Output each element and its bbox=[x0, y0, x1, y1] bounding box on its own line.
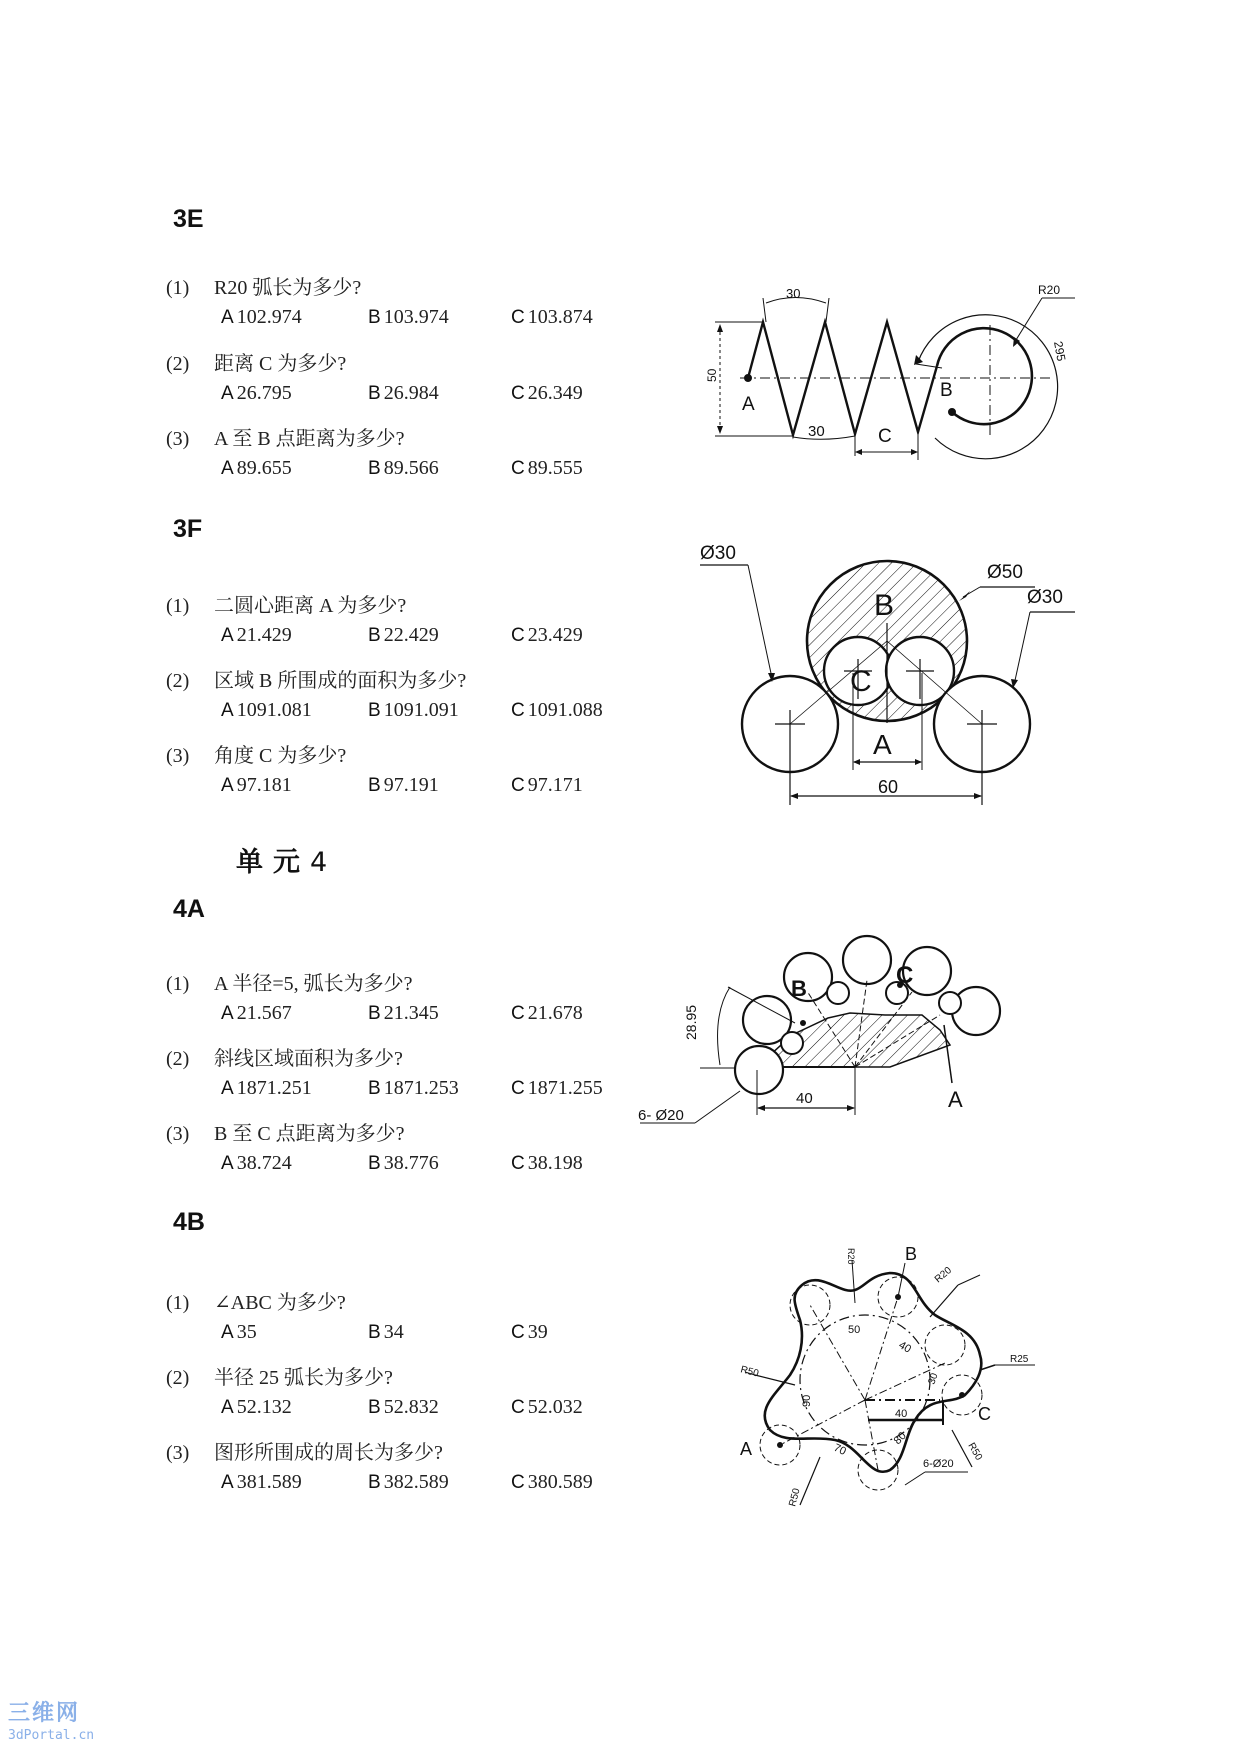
option-b[interactable]: B 22.429 bbox=[368, 624, 439, 646]
svg-text:50: 50 bbox=[705, 368, 719, 382]
figure-4a bbox=[638, 955, 1080, 1175]
question-4a-3: (3) B 至 C 点距离为多少? bbox=[166, 1123, 405, 1145]
option-b[interactable]: B 34 bbox=[368, 1321, 404, 1343]
option-b[interactable]: B 89.566 bbox=[368, 457, 439, 479]
figure-3e bbox=[690, 270, 1080, 470]
svg-text:R50: R50 bbox=[739, 1364, 760, 1380]
svg-text:40: 40 bbox=[796, 1090, 813, 1107]
region-b-label: B bbox=[874, 589, 895, 622]
option-a[interactable]: A 381.589 bbox=[221, 1471, 302, 1493]
svg-text:80: 80 bbox=[891, 1429, 909, 1448]
svg-text:R20: R20 bbox=[846, 1248, 856, 1265]
question-4b-1: (1) ∠ABC 为多少? bbox=[166, 1292, 346, 1314]
option-a[interactable]: A 1871.251 bbox=[221, 1077, 312, 1099]
option-a[interactable]: A 89.655 bbox=[221, 457, 292, 479]
svg-text:40: 40 bbox=[895, 1408, 908, 1420]
point-a-label: A bbox=[740, 1439, 753, 1459]
option-c[interactable]: C 103.874 bbox=[511, 306, 593, 328]
option-c[interactable]: C 21.678 bbox=[511, 1002, 583, 1024]
point-a-label: A bbox=[742, 394, 755, 415]
svg-text:Ø50: Ø50 bbox=[987, 562, 1023, 583]
option-b[interactable]: B 52.832 bbox=[368, 1396, 439, 1418]
option-c[interactable]: C 39 bbox=[511, 1321, 548, 1343]
svg-text:R50: R50 bbox=[965, 1441, 985, 1463]
svg-text:6-Ø20: 6-Ø20 bbox=[923, 1458, 954, 1470]
svg-text:90: 90 bbox=[801, 1394, 813, 1407]
option-c[interactable]: C 380.589 bbox=[511, 1471, 593, 1493]
svg-text:70: 70 bbox=[831, 1441, 848, 1458]
point-b-label: B bbox=[791, 976, 807, 1001]
option-a[interactable]: A 38.724 bbox=[221, 1152, 292, 1174]
svg-text:R25: R25 bbox=[1010, 1354, 1029, 1365]
option-a[interactable]: A 1091.081 bbox=[221, 699, 312, 721]
option-a[interactable]: A 21.567 bbox=[221, 1002, 292, 1024]
svg-text:30: 30 bbox=[926, 1371, 941, 1387]
question-4a-1: (1) A 半径=5, 弧长为多少? bbox=[166, 973, 413, 995]
option-c[interactable]: C 1091.088 bbox=[511, 699, 603, 721]
svg-text:R20: R20 bbox=[932, 1265, 954, 1286]
svg-text:40: 40 bbox=[896, 1339, 914, 1356]
unit-title: 单元4 bbox=[236, 847, 328, 878]
option-c[interactable]: C 89.555 bbox=[511, 457, 583, 479]
option-a[interactable]: A 21.429 bbox=[221, 624, 292, 646]
svg-text:28.95: 28.95 bbox=[683, 1004, 699, 1040]
watermark-logo: 三维网 3dPortal.cn bbox=[8, 1701, 95, 1743]
point-b-label: B bbox=[905, 1244, 918, 1264]
svg-text:6- Ø20: 6- Ø20 bbox=[638, 1107, 684, 1124]
option-c[interactable]: C 23.429 bbox=[511, 624, 583, 646]
point-b-label: B bbox=[940, 380, 953, 401]
option-c[interactable]: C 97.171 bbox=[511, 774, 583, 796]
svg-text:295: 295 bbox=[1051, 340, 1069, 363]
option-a[interactable]: A 26.795 bbox=[221, 382, 292, 404]
angle-c-label: C bbox=[850, 665, 872, 698]
svg-text:30: 30 bbox=[786, 286, 801, 301]
svg-text:30: 30 bbox=[808, 423, 825, 440]
option-a[interactable]: A 102.974 bbox=[221, 306, 302, 328]
option-b[interactable]: B 1091.091 bbox=[368, 699, 459, 721]
section-title-4b: 4B bbox=[173, 1208, 205, 1236]
point-a-label: A bbox=[948, 1087, 963, 1112]
dist-c-label: C bbox=[878, 426, 892, 447]
question-3f-2: (2) 区域 B 所围成的面积为多少? bbox=[166, 670, 467, 692]
point-c-label: C bbox=[978, 1404, 991, 1424]
question-3e-3: (3) A 至 B 点距离为多少? bbox=[166, 428, 405, 450]
question-4b-2: (2) 半径 25 弧长为多少? bbox=[166, 1367, 393, 1389]
point-c-label: C bbox=[896, 962, 914, 989]
svg-text:60: 60 bbox=[878, 777, 899, 797]
dist-a-label: A bbox=[873, 729, 892, 760]
svg-text:R20: R20 bbox=[1038, 283, 1061, 297]
section-title-3e: 3E bbox=[173, 205, 204, 233]
svg-text:R50: R50 bbox=[787, 1487, 803, 1508]
section-title-4a: 4A bbox=[173, 895, 205, 923]
question-3e-2: (2) 距离 C 为多少? bbox=[166, 353, 347, 375]
figure-3f bbox=[680, 545, 1080, 805]
figure-4b bbox=[740, 1245, 1050, 1525]
option-a[interactable]: A 35 bbox=[221, 1321, 257, 1343]
svg-text:Ø30: Ø30 bbox=[700, 543, 736, 564]
svg-text:Ø30: Ø30 bbox=[1027, 587, 1063, 608]
option-b[interactable]: B 26.984 bbox=[368, 382, 439, 404]
question-3f-3: (3) 角度 C 为多少? bbox=[166, 745, 347, 767]
section-title-3f: 3F bbox=[173, 515, 203, 543]
question-4b-3: (3) 图形所围成的周长为多少? bbox=[166, 1442, 443, 1464]
option-b[interactable]: B 1871.253 bbox=[368, 1077, 459, 1099]
option-b[interactable]: B 382.589 bbox=[368, 1471, 449, 1493]
question-4a-2: (2) 斜线区域面积为多少? bbox=[166, 1048, 403, 1070]
option-b[interactable]: B 21.345 bbox=[368, 1002, 439, 1024]
question-3e-1: (1) R20 弧长为多少? bbox=[166, 277, 362, 299]
option-c[interactable]: C 1871.255 bbox=[511, 1077, 603, 1099]
option-c[interactable]: C 38.198 bbox=[511, 1152, 583, 1174]
option-c[interactable]: C 52.032 bbox=[511, 1396, 583, 1418]
option-b[interactable]: B 38.776 bbox=[368, 1152, 439, 1174]
option-b[interactable]: B 97.191 bbox=[368, 774, 439, 796]
option-b[interactable]: B 103.974 bbox=[368, 306, 449, 328]
option-a[interactable]: A 97.181 bbox=[221, 774, 292, 796]
svg-text:50: 50 bbox=[848, 1324, 861, 1336]
question-3f-1: (1) 二圆心距离 A 为多少? bbox=[166, 595, 407, 617]
option-a[interactable]: A 52.132 bbox=[221, 1396, 292, 1418]
option-c[interactable]: C 26.349 bbox=[511, 382, 583, 404]
